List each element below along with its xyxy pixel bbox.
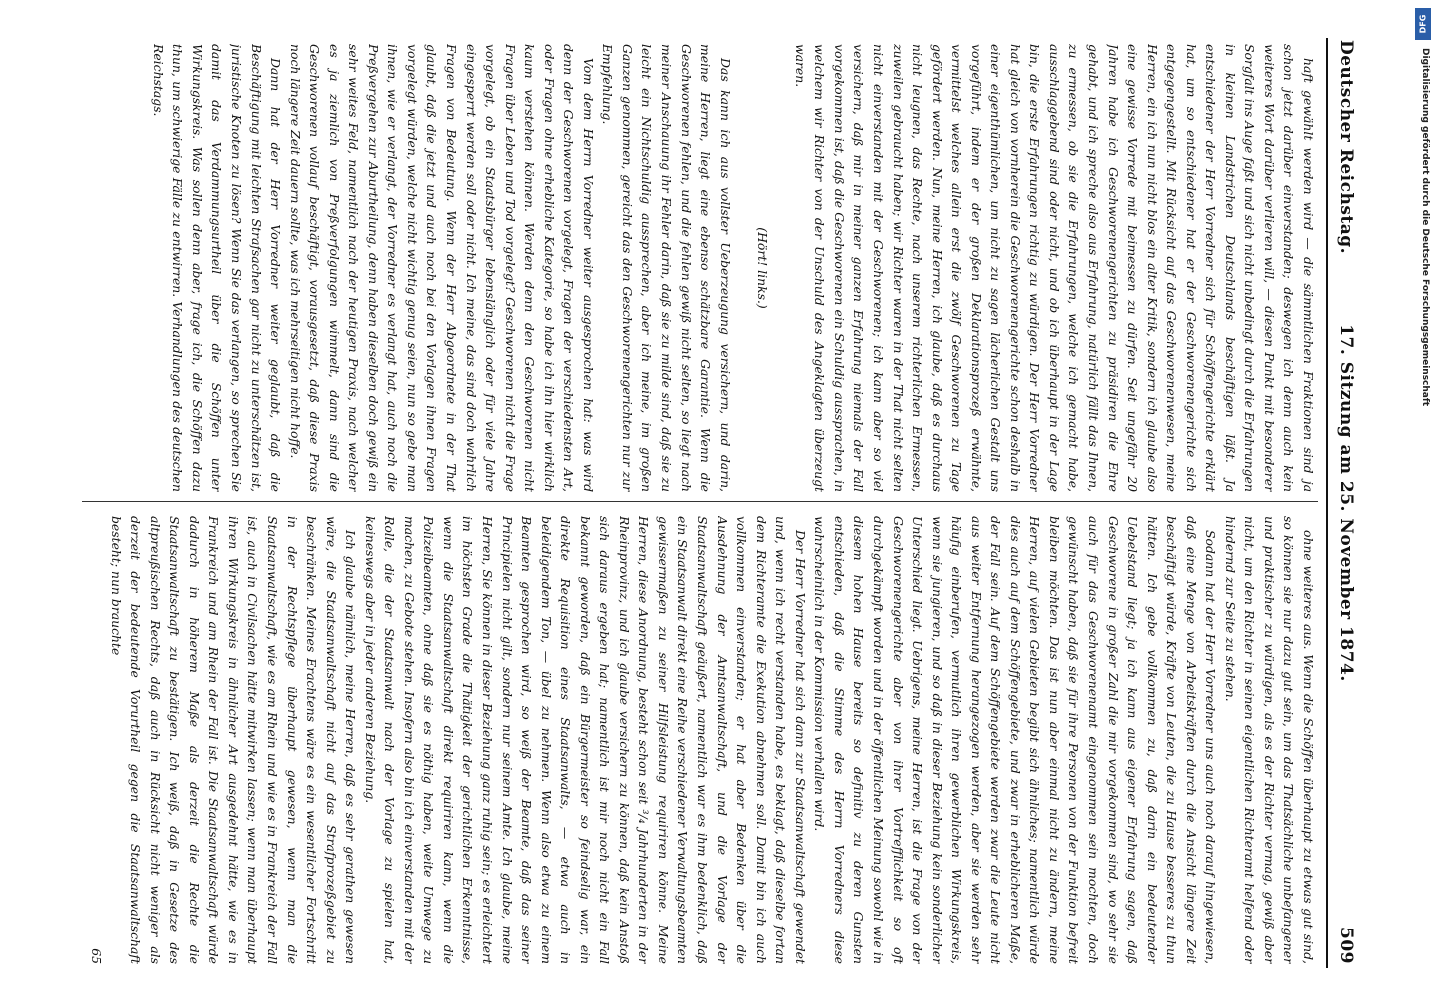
document-page bbox=[72, 38, 1362, 968]
paragraph: Das kann ich aus vollster Ueberzeugung versichern, und darin, meine Herren, liegt eine ebenso schätzbare Garantie. Wenn die Geschworenen fehlen, und die fehlen gewiß nicht selten, so liegt nach meiner Anschauung ihr Fehler darin, daß sie zu milde sind, daß sie zu leicht ein Nichtschuldig aussprechen, aber ich meine, im großen Ganzen genommen, gereicht das den Geschworenengerichten nur zur Empfehlung. bbox=[600, 44, 733, 492]
paragraph: Sodann hat der Herr Vorredner uns auch noch darauf hingewiesen, daß eine Menge von Arbeitskräften durch die Ansicht längere Zeit beschäftigt würde, Kräfte von Leuten, die zu Hause besseres zu thun hätten. Ich gebe vollkommen zu, daß darin ein bedeutender Uebelstand liegt; ja ich kann aus eigener Erfahrung sagen, daß Geschworene in großer Zahl die mir vorgekommen sind, wo sehr sie auch für das Geschworenenamt eingenommen sein mochten, doch gewünscht haben, daß sie für ihre Personen von der Funktion befreit bleiben möchten. Das ist nun aber einmal nicht zu ändern, meine Herren, auf vielen Gebieten begibt sich ähnliches; namentlich würde dies auch auf dem Schöffengebiete, und zwar in erheblicheren Maße, der Fall sein. Auf dem Schöffengebiete werden zwar die Leute nicht aus weiter Entfernung herangezogen werden, aber sie werden sehr häufig einberufen, vermutlich ihren gewerblichen Wirkungskreis, wenn sie jungieren, und so daß in dieser Beziehung kein sonderlicher Unterschied liegt. Uebrigens, meine Herren, ist die Frage von der Geschworenengerichte aber von ihrer Vortrefflichkeit so oft durchgekämpft worden und in der öffentlichen Meinung sowohl wie in diesem hohen Hause bereits so definitiv zu deren Gunsten entschieden, daß die Stimme des Herrn Vorredners diese wahrscheinlich in der Kommission verhallen wird. bbox=[812, 516, 1219, 964]
paragraph: Ich glaube nämlich, meine Herren, daß es sehr gerathen gewesen wäre, die Staatsanwaltschaft nicht auf das Strafprozeßgebiet zu beschränken. Meines Erachtens wäre es ein wesentlicher Fortschritt in der Rechtspflege überhaupt gewesen, wenn man die Staatsanwaltschaft, wie es am Rhein und wie es in Frankreich der Fall ist, auch in Civilsachen hätte mitwirken lassen; wenn man überhaupt ihren Wirkungskreis in ähnlicher Art ausgedehnt hätte, wie es in Frankreich und am Rhein der Fall ist. Die Staatsanwaltschaft würde dadurch in höherem Maße als derzeit die Rechte die Staatsanwaltschaft zu bestätigen. Ich weiß, daß in Gesetze des altpreußischen Rechts, daß auch in Rücksicht nicht weniger als derzeit der bedeutende Vorurtheil gegen die Staatsanwaltschaft besteht; nun brauchte bbox=[108, 516, 359, 964]
session-title: 17. Sitzung am 25. November 1874. bbox=[1336, 324, 1356, 682]
paragraph: Der Herr Vorredner hat sich dann zur Staatsanwaltschaft gewendet und, wenn ich recht verstanden habe, es beklagt, daß dieselbe fortan dem Richteramte die Exekution abnehmen soll. Damit bin ich auch vollkommen einverstanden; er hat aber Bedenken über die Ausdehnung der Amtsanwaltschaft, und die Vorlage der Staatsanwaltschaft geäußert, namentlich war es ihm bedenklich, daß ein Staatsanwalt direkt eine Reihe verschiedener Verwaltungsbeamten gewissermaßen zu seiner Hilfsleistung requiriren könne. Meine Herren, diese Anordnung, besteht schon seit ³/₄ Jahrhunderten in der Rheinprovinz, und ich glaube versichern zu können, daß kein Anstoß sich daraus ergeben hat; namentlich ist mir noch nicht ein Fall bekannt geworden, daß ein Bürgermeister so feindselig war, ein direkte Requisition eines Staatsanwalts, — etwa auch in beleidigendem Ton, — übel zu nehmen. Wenn also etwa zu einem Beamten gesprochen wird, so weiß der Beamte, daß das seiner Principielen nicht gilt, sondern nur seinem Amte. Ich glaube, meine Herren, Sie können in dieser Beziehung ganz ruhig sein; es erleichtert im höchsten Grade die Thätigkeit der gerichtlichen Erkenntnisse, wenn die Staatsanwaltschaft direkt requiriren kann, wenn die Polizeibeamten, ohne daß sie es nöthig haben, weite Umwege zu machen, zu Gebote stehen. Insofern also bin ich einverstanden mit der Rolle, die der Staatsanwalt nach der Vorlage zu spielen hat, keineswegs aber in jeder anderen Beziehung. bbox=[362, 516, 808, 964]
page-number: 509 bbox=[1336, 927, 1356, 964]
paragraph: Dann hat der Herr Vorredner weiter geglaubt, daß die Beschäftigung mit leichten Strafsachen gar nicht zu unterschätzen ist, juristische Knoten zu lösen? Wenn Sie das verlangen, so sprechen Sie damit das Verdammungsurtheil über die Schöffen unter Wirkungskreis. Was sollen denn aber, frage ich, die Schöffen dazu thun, um schwierige Fälle zu entwirren. Verhandlungen des deutschen Reichstags. bbox=[150, 44, 284, 492]
paragraph: haft gewählt werden wird — die sämmtlichen Fraktionen sind ja schon jetzt darüber einverstanden; deswegen ich denn auch kein weiteres Wort darüber verlieren will, — diesen Punkt mit besonderer Sorgfalt ins Auge faßt und sich nicht unbedingt durch die Erfahrungen in kleinen Landstrichen Deutschlands beschäftigen läßt. Ja entschiedener der Herr Vorredner sich für Schöffengerichte erklärt hat, um so entschiedener hat er der Geschworenengerichte sich entgegengestellt. Mit Rücksicht auf das Geschworenenwesen, meine Herren, ein ich nun nicht blos ein alter Kritik, sondern ich glaube also eine gewisse Vorrede mit beimessen zu dürfen. Seit ungefähr 20 Jahren habe ich Geschworenengerichten zu präsidiren die Ehre gehabt, und ich spreche also aus Erfahrung, natürlich fällt das Ihnen, zu ermessen, ob sie die Erfahrungen, welche ich gemacht habe, ausschlaggebend sind oder nicht, und ob ich überhaupt in der Lage bin, die erste Erfahrungen richtig zu würdigen. Der Herr Vorredner hat gleich von vornherein die Geschworenengerichte schon deshalb in einer eigenthümlichen, um nicht zu sagen lächerlichen Gestalt uns vorgeführt, indem er der großen Deklarationsprozeß erwähnte, vermittelst welches allein erst die zwölf Geschworenen zu Tage gefördert werden. Nun, meine Herren, ich glaube, daß es durchaus nicht leugnen, das Rechte, nach unserem richterlichen Ermessen, zuweilen gebraucht haben; wir Richter waren in der That nicht selten nicht einverstanden mit der Geschworenen; ich kann aber so viel versichern, daß mir in meiner ganzen Erfahrung niemals der Fall vorgekommen ist, daß die Geschworenen ein Schuldig aussprachen, in welchem wir Richter von der Unschuld des Angeklagten überzeugt waren. bbox=[792, 44, 1316, 492]
running-title: Deutscher Reichstag. bbox=[1336, 40, 1356, 255]
dfg-logo: DFG bbox=[1415, 8, 1431, 40]
signature-mark: 65 bbox=[89, 948, 105, 964]
left-column bbox=[82, 44, 1318, 492]
dfg-funding-note: Digitalisierung gefördert durch die Deutsche Forschungsgemeinschaft bbox=[1420, 48, 1430, 407]
interjection: (Hört! links.) bbox=[755, 227, 771, 309]
column-divider bbox=[82, 501, 1318, 502]
right-column bbox=[82, 516, 1318, 964]
paragraph: ohne weiteres aus. Wenn die Schöffen überhaupt zu etwas gut sind, so können sie nur dazu gut sein, um das Thatsächliche unbefangener und praktischer zu würdigen, als es der Richter vermag, gewiß aber nicht, um den Richter in seinen eigentlichen Richteramt helfend oder hindernd zur Seite zu stehen. bbox=[1222, 516, 1316, 964]
dfg-sidebar bbox=[1414, 8, 1432, 998]
page-header bbox=[1326, 38, 1362, 968]
paragraph: Vom dem Herrn Vorredner weiter ausgesprochen hat: was wird denn der Geschworenen vorgelegt, Fragen der verschiedensten Art, oder Fragen ohne erhebliche Kategorie, so habe ich ihn hier wirklich kaum verstehen können. Werden denn den Geschworenen nicht Fragen über Leben und Tod vorgelegt? Geschworenen nicht die Frage vorgelegt, ob ein Staatsbürger lebenslänglich oder für viele Jahre eingesperrt werden soll oder nicht. Ich meine, das sind doch wahrlich Fragen von Bedeutung. Wenn der Herr Abgeordnete in der That glaubt, daß die jetzt und auch noch bei den Vorlagen ihnen Fragen vorgelegt würden, welche nicht wichtig genug seien, nun so gebe man ihnen, wie er verlangt, der Vorredner es verlangt hat, auch noch die Preßvergehen zur Aburtheilung, denn haben dieselben doch gewiß ein sehr weites Feld, namentlich nach der heutigen Praxis, nach welcher es ja ziemlich von Preßverfolgungen wimmelt, dann sind die Geschworenen vollauf beschäftigt, vorausgesetzt, daß diese Praxis noch längere Zeit dauern sollte, was ich mehrseitigen nicht hoffe. bbox=[287, 44, 596, 492]
